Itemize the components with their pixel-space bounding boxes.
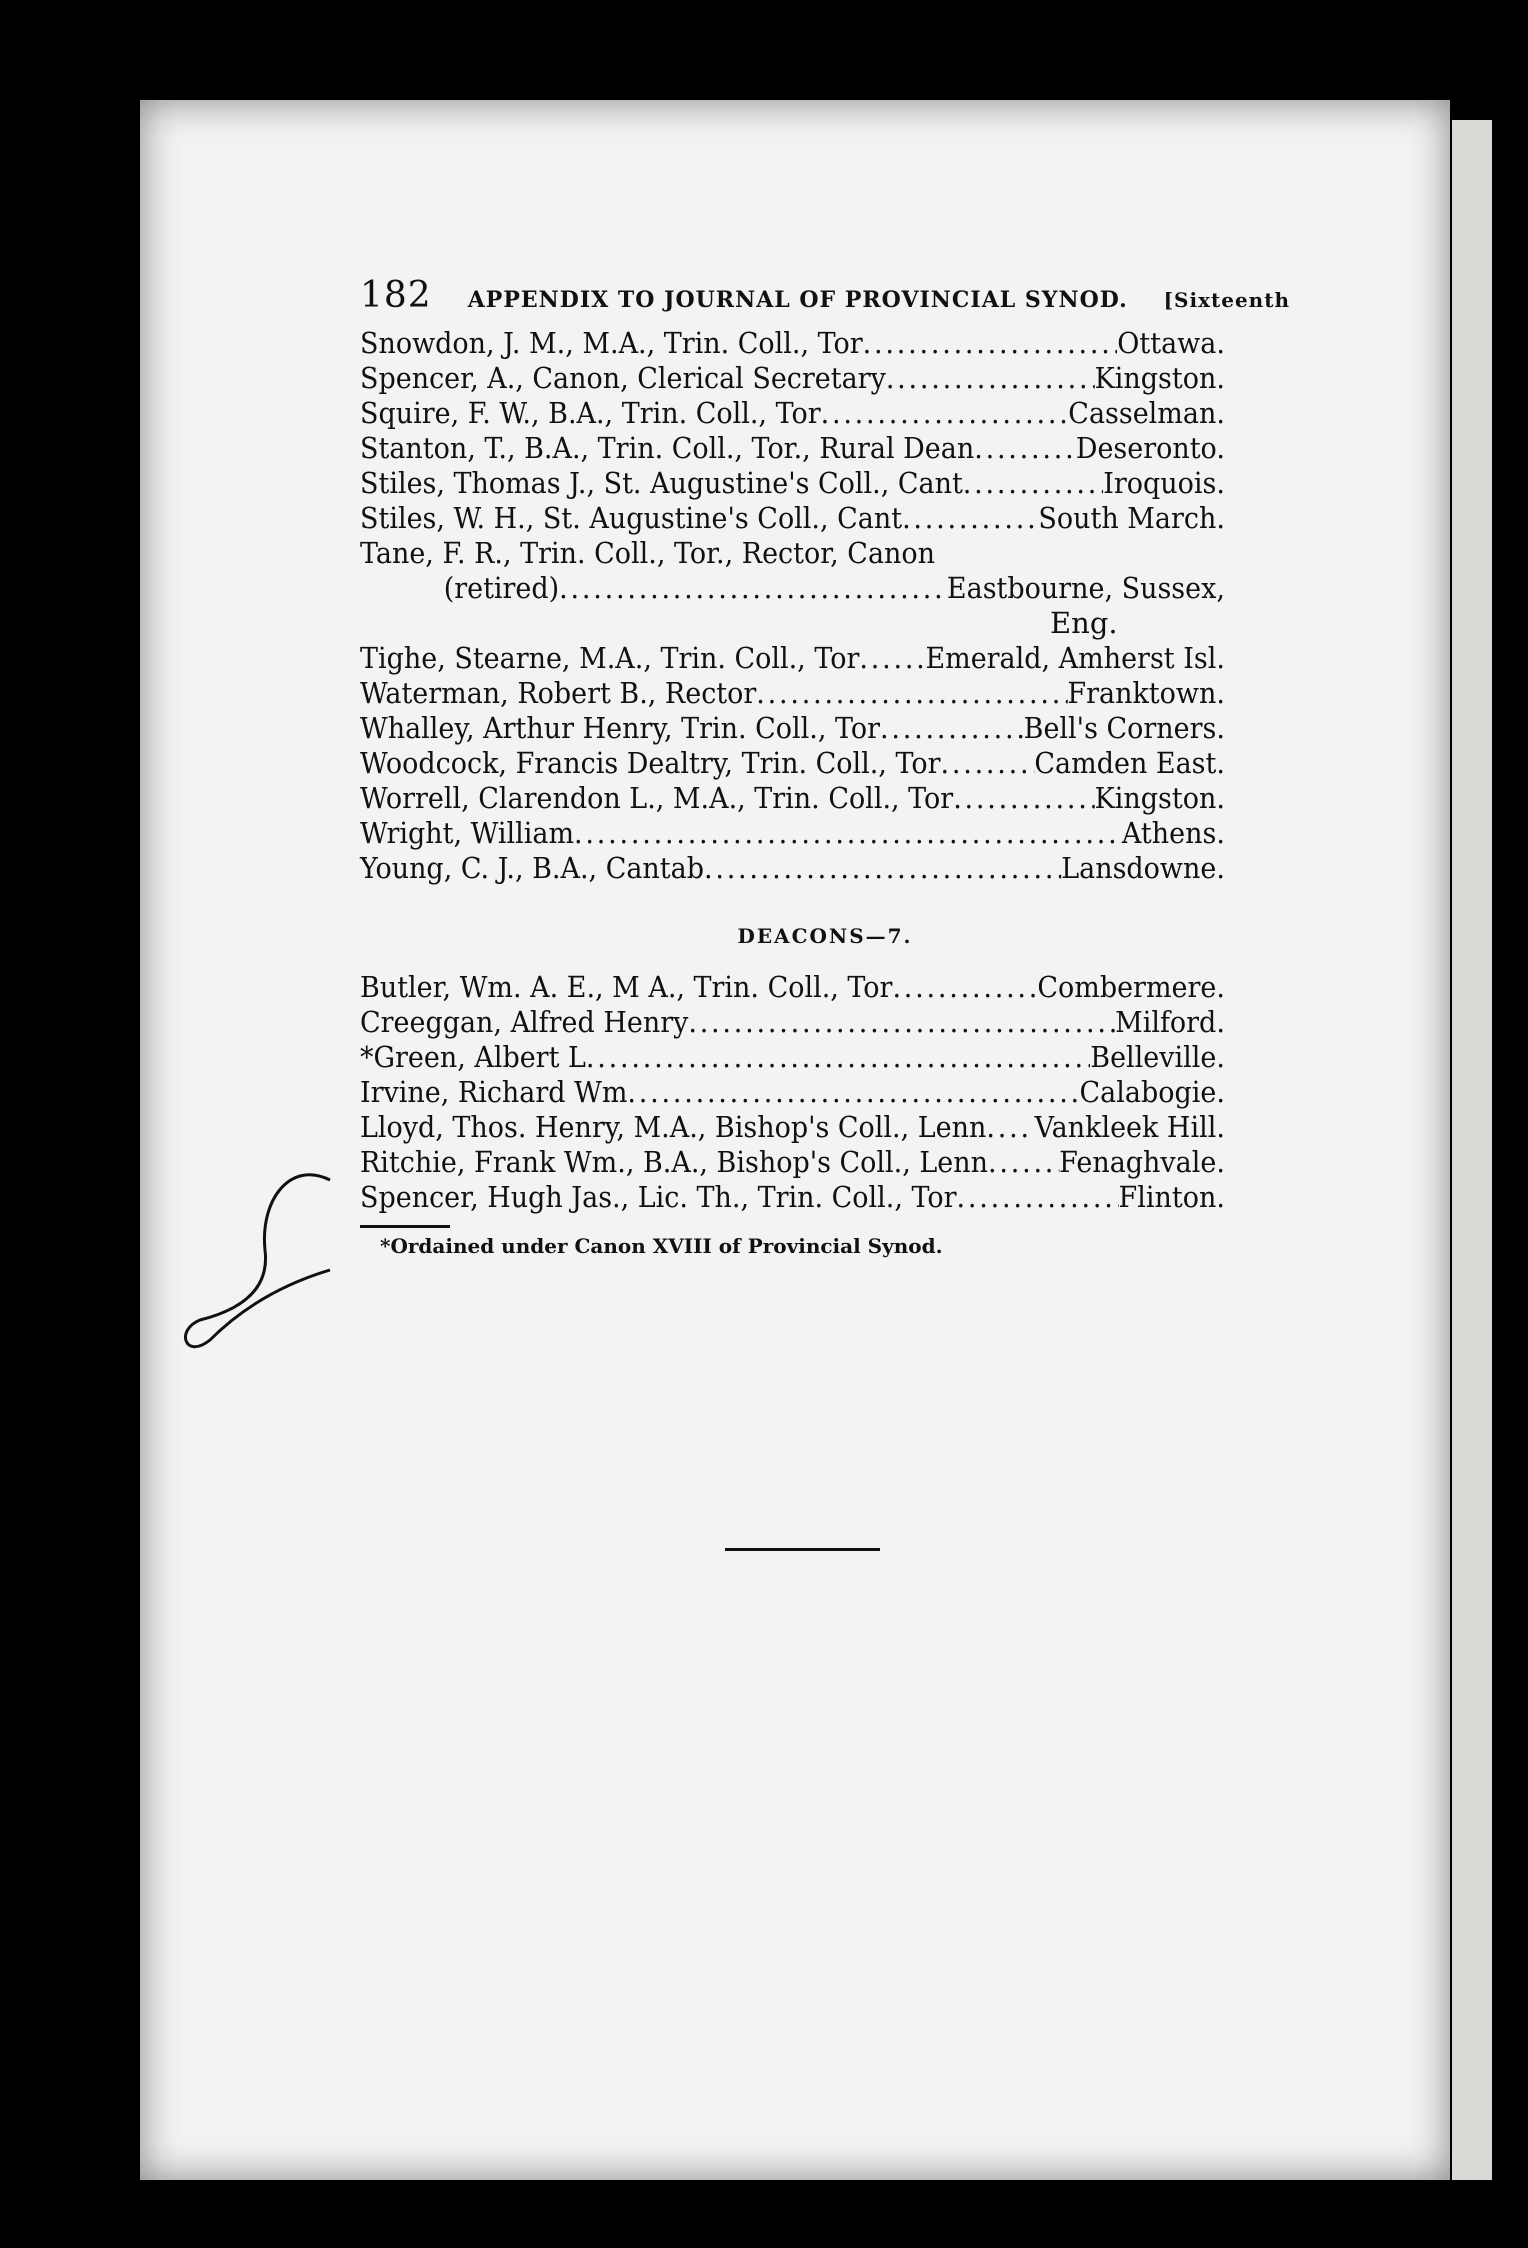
entry-name: Young, C. J., B.A., Cantab bbox=[360, 851, 704, 885]
leader-dots bbox=[859, 641, 925, 676]
list-item bbox=[360, 711, 1225, 746]
clergy-list bbox=[360, 326, 1290, 536]
list-item bbox=[360, 501, 1225, 536]
leader-dots bbox=[953, 781, 1094, 816]
entry-place: Calabogie. bbox=[1079, 1075, 1225, 1109]
leader-dots bbox=[627, 1075, 1079, 1110]
entry-name: Irvine, Richard Wm bbox=[360, 1075, 628, 1109]
entry-name: *Green, Albert L bbox=[360, 1040, 586, 1074]
list-item bbox=[360, 1040, 1225, 1075]
footnote-rule bbox=[360, 1225, 450, 1228]
list-item bbox=[360, 431, 1225, 466]
entry-name: Tighe, Stearne, M.A., Trin. Coll., Tor bbox=[360, 641, 860, 675]
list-item bbox=[360, 466, 1225, 501]
entry-place: Kingston. bbox=[1094, 781, 1225, 815]
leader-dots bbox=[559, 571, 947, 606]
entry-place: Milford. bbox=[1115, 1005, 1225, 1039]
entry-place: Deseronto. bbox=[1075, 431, 1225, 465]
entry-place: Camden East. bbox=[1034, 746, 1225, 780]
entry-name: Snowdon, J. M., M.A., Trin. Coll., Tor bbox=[360, 326, 863, 360]
entry-name: Woodcock, Francis Dealtry, Trin. Coll., Tor bbox=[360, 746, 941, 780]
leader-dots bbox=[688, 1005, 1115, 1040]
leader-dots bbox=[880, 711, 1024, 746]
entry-place: Fenaghvale. bbox=[1059, 1145, 1225, 1179]
list-item bbox=[360, 641, 1225, 676]
deacons-list bbox=[360, 970, 1290, 1215]
adjacent-page-edge bbox=[1452, 120, 1492, 2180]
leader-dots bbox=[704, 851, 1061, 886]
entry-name: Ritchie, Frank Wm., B.A., Bishop's Coll., Lenn bbox=[360, 1145, 988, 1179]
footnote: *Ordained under Canon XVIII of Provincial Synod. bbox=[380, 1234, 943, 1258]
entry-name: Squire, F. W., B.A., Trin. Coll., Tor bbox=[360, 396, 821, 430]
entry-place: Lansdowne. bbox=[1061, 851, 1225, 885]
leader-dots bbox=[574, 816, 1122, 851]
list-item bbox=[360, 1145, 1225, 1180]
entry-place: Athens. bbox=[1121, 816, 1225, 850]
entry-name: Spencer, Hugh Jas., Lic. Th., Trin. Coll., Tor bbox=[360, 1180, 957, 1214]
entry-place: Vankleek Hill. bbox=[1034, 1110, 1225, 1144]
page-content bbox=[360, 275, 1290, 1258]
leader-dots bbox=[821, 396, 1069, 431]
leader-dots bbox=[988, 1145, 1059, 1180]
list-item bbox=[360, 851, 1225, 886]
entry-name: Stiles, W. H., St. Augustine's Coll., Cant bbox=[360, 501, 903, 535]
entry-name: Creeggan, Alfred Henry bbox=[360, 1005, 689, 1039]
entry-place: Kingston. bbox=[1094, 361, 1225, 395]
page-number: 182 bbox=[360, 275, 432, 316]
entry-name: Tane, F. R., Trin. Coll., Tor., Rector, Canon bbox=[360, 536, 936, 570]
leader-dots bbox=[963, 466, 1103, 501]
entry-name: Spencer, A., Canon, Clerical Secretary bbox=[360, 361, 886, 395]
entry-place-continuation: Eng. bbox=[1050, 606, 1118, 640]
entry-place: South March. bbox=[1038, 501, 1225, 535]
entry-name: Stanton, T., B.A., Trin. Coll., Tor., Rural Dean bbox=[360, 431, 975, 465]
running-header bbox=[360, 275, 1290, 316]
list-item bbox=[360, 746, 1225, 781]
list-item bbox=[360, 326, 1225, 361]
entry-name: (retired) bbox=[443, 571, 560, 605]
entry-place: Iroquois. bbox=[1103, 466, 1225, 500]
running-title: APPENDIX TO JOURNAL OF PROVINCIAL SYNOD. bbox=[467, 287, 1128, 313]
deacons-heading: DEACONS—7. bbox=[737, 924, 913, 948]
leader-dots bbox=[756, 676, 1067, 711]
entry-name: Stiles, Thomas J., St. Augustine's Coll., Cant bbox=[360, 466, 963, 500]
entry-place: Flinton. bbox=[1118, 1180, 1225, 1214]
list-item bbox=[360, 536, 1225, 571]
entry-place: Bell's Corners. bbox=[1023, 711, 1225, 745]
leader-dots bbox=[957, 1180, 1119, 1215]
leader-dots bbox=[974, 431, 1076, 466]
leader-dots bbox=[940, 746, 1034, 781]
entry-name: Waterman, Robert B., Rector bbox=[360, 676, 757, 710]
list-item bbox=[360, 1075, 1225, 1110]
list-item bbox=[360, 816, 1225, 851]
entry-name: Wright, William bbox=[360, 816, 575, 850]
list-item bbox=[360, 970, 1225, 1005]
entry-place: Belleville. bbox=[1090, 1040, 1225, 1074]
leader-dots bbox=[886, 361, 1095, 396]
entry-name: Lloyd, Thos. Henry, M.A., Bishop's Coll., Lenn bbox=[360, 1110, 987, 1144]
list-item bbox=[360, 1110, 1225, 1145]
pen-scribble-mark bbox=[180, 1160, 350, 1360]
clergy-list-continued bbox=[360, 641, 1290, 886]
entry-place: Casselman. bbox=[1068, 396, 1225, 430]
leader-dots bbox=[902, 501, 1038, 536]
page-end-rule bbox=[725, 1548, 880, 1551]
entry-place: Combermere. bbox=[1037, 970, 1225, 1004]
list-item bbox=[360, 676, 1225, 711]
entry-name: Butler, Wm. A. E., M A., Trin. Coll., Tor bbox=[360, 970, 893, 1004]
entry-place: Franktown. bbox=[1067, 676, 1225, 710]
header-session: [Sixteenth bbox=[1163, 288, 1290, 312]
list-item bbox=[360, 781, 1225, 816]
list-item bbox=[360, 1005, 1225, 1040]
leader-dots bbox=[863, 326, 1118, 361]
leader-dots bbox=[986, 1110, 1034, 1145]
list-item bbox=[360, 571, 1225, 606]
entry-place: Eastbourne, Sussex, bbox=[946, 571, 1225, 605]
leader-dots bbox=[892, 970, 1037, 1005]
entry-place: Ottawa. bbox=[1117, 326, 1225, 360]
list-item bbox=[360, 1180, 1225, 1215]
list-item bbox=[360, 396, 1225, 431]
entry-place: Emerald, Amherst Isl. bbox=[925, 641, 1225, 675]
entry-name: Worrell, Clarendon L., M.A., Trin. Coll., Tor bbox=[360, 781, 954, 815]
leader-dots bbox=[586, 1040, 1090, 1075]
list-item bbox=[360, 361, 1225, 396]
entry-name: Whalley, Arthur Henry, Trin. Coll., Tor bbox=[360, 711, 881, 745]
